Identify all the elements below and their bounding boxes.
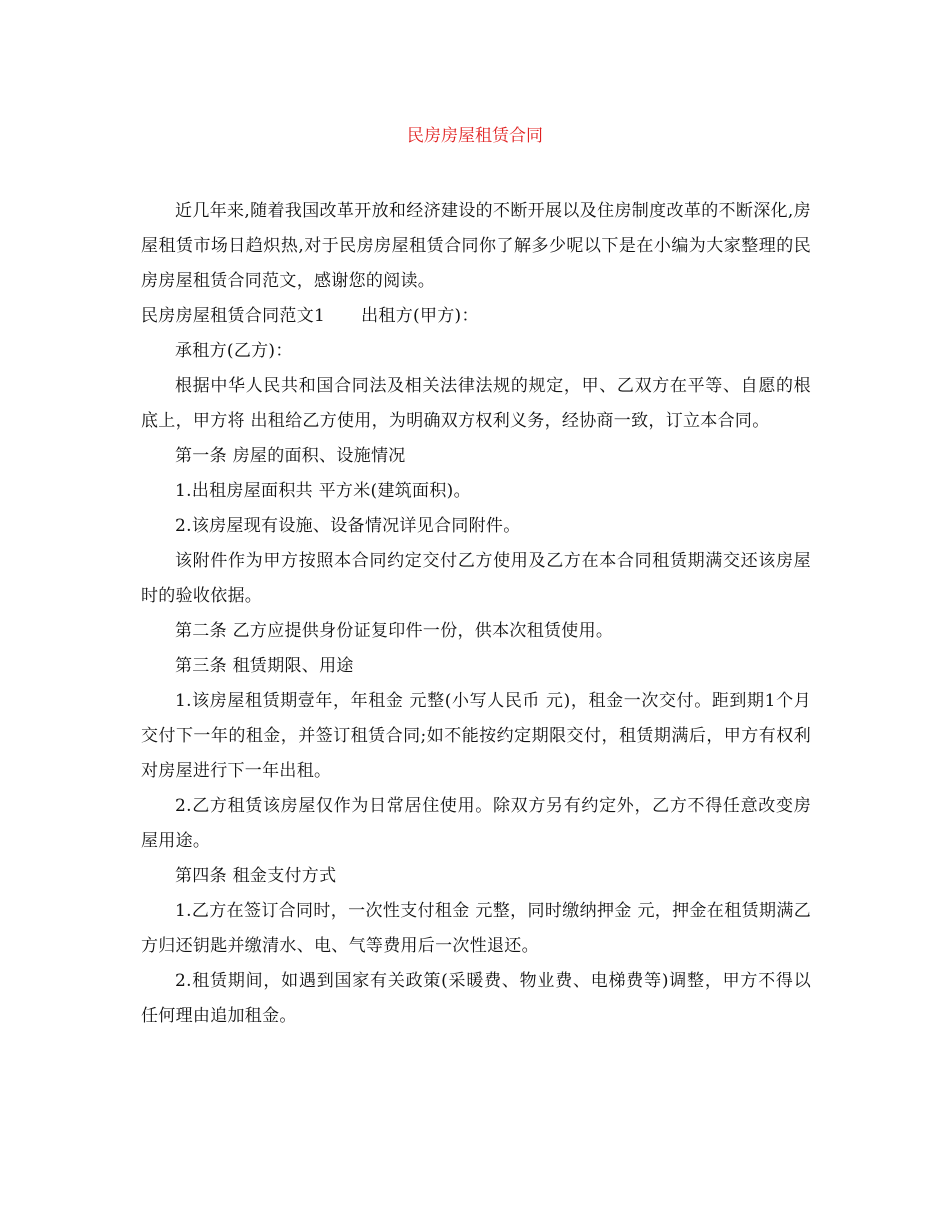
preamble-paragraph: 根据中华人民共和国合同法及相关法律法规的规定，甲、乙双方在平等、自愿的根底上，甲方将 出租给乙方使用，为明确双方权利义务，经协商一致，订立本合同。: [141, 376, 811, 431]
article-1-item-1: 1.出租房屋面积共 平方米(建筑面积)。: [175, 481, 471, 501]
template-heading: 民房房屋租赁合同范文1: [141, 306, 326, 326]
article-1-note: 该附件作为甲方按照本合同约定交付乙方使用及乙方在本合同租赁期满交还该房屋时的验收依据。: [141, 551, 811, 606]
article-4-heading: 第四条 租金支付方式: [175, 866, 337, 886]
article-4-item-1: 1.乙方在签订合同时，一次性支付租金 元整，同时缴纳押金 元，押金在租赁期满乙方归还钥匙并缴清水、电、气等费用后一次性退还。: [141, 901, 811, 956]
article-3-item-2: 2.乙方租赁该房屋仅作为日常居住使用。除双方另有约定外，乙方不得任意改变房屋用途。: [141, 796, 811, 851]
article-1-item-2: 2.该房屋现有设施、设备情况详见合同附件。: [175, 516, 521, 536]
article-4-item-2: 2.租赁期间，如遇到国家有关政策(采暖费、物业费、电梯费等)调整，甲方不得以任何理由追加租金。: [141, 971, 811, 1026]
article-3-item-1: 1.该房屋租赁期壹年，年租金 元整(小写人民币 元)，租金一次交付。距到期1个月交付下一年的租金，并签订租赁合同;如不能按约定期限交付，租赁期满后，甲方有权利对房屋进行下一年出租。: [141, 691, 811, 781]
intro-paragraph: 近几年来,随着我国改革开放和经济建设的不断开展以及住房制度改革的不断深化,房屋租赁市场日趋炽热,对于民房房屋租赁合同你了解多少呢以下是在小编为大家整理的民房房屋租赁合同范文，感谢您的阅读。: [141, 201, 811, 291]
document-title: 民房房屋租赁合同: [407, 126, 543, 146]
article-1-heading: 第一条 房屋的面积、设施情况: [175, 446, 406, 466]
template-heading-line: [141, 299, 811, 334]
article-2-heading: 第二条 乙方应提供身份证复印件一份，供本次租赁使用。: [175, 621, 614, 641]
document-body: [141, 194, 811, 1034]
lessor-label: 出租方(甲方)：: [361, 306, 479, 326]
lessee-label: 承租方(乙方)：: [175, 341, 293, 361]
article-3-heading: 第三条 租赁期限、用途: [175, 656, 354, 676]
